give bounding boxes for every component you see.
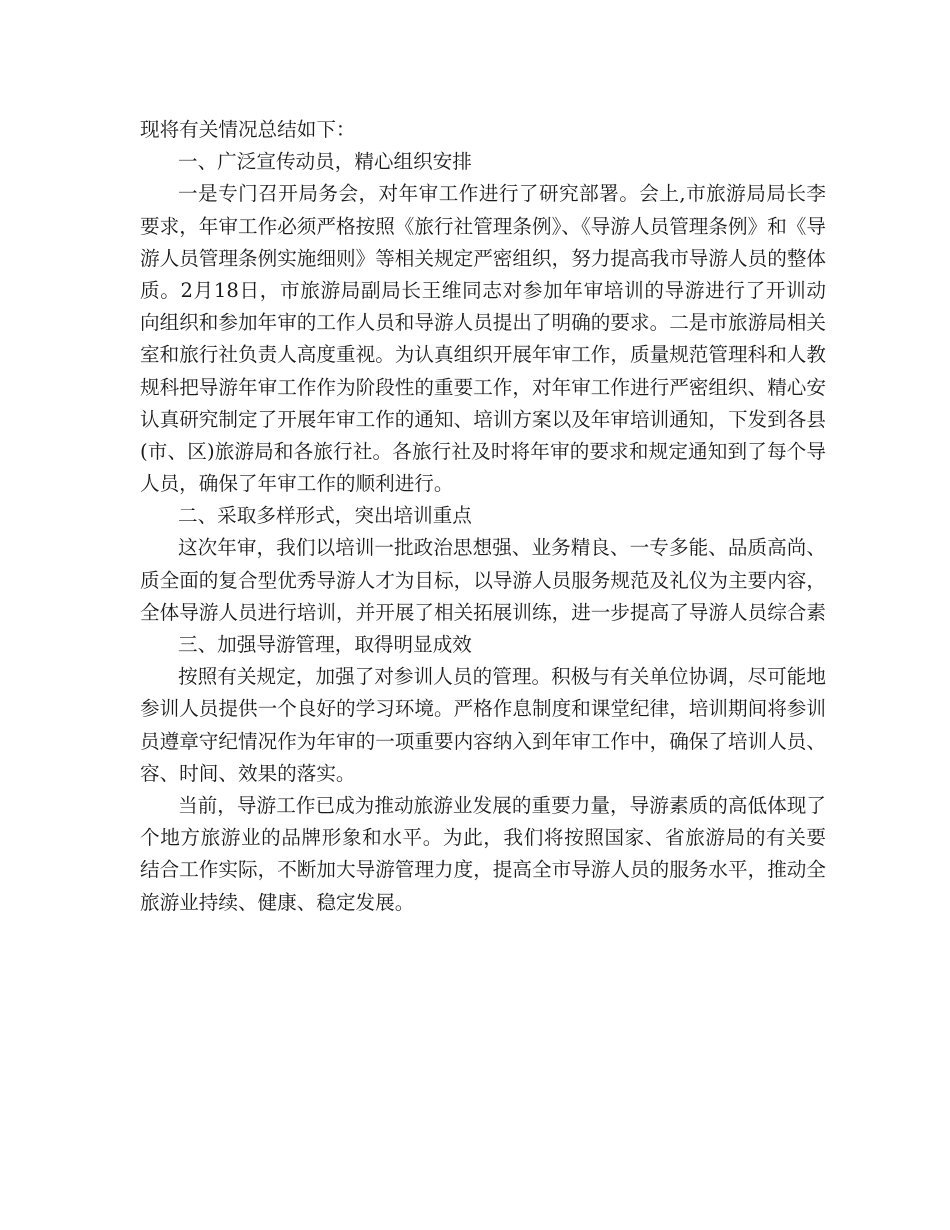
text-line: 参训人员提供一个良好的学习环境。严格作息制度和课堂纪律，培训期间将参训 xyxy=(140,697,826,721)
text-line: 一是专门召开局务会，对年审工作进行了研究部署。会上,市旅游局局长李 xyxy=(178,182,826,206)
text-line: 员遵章守纪情况作为年审的一项重要内容纳入到年审工作中，确保了培训人员、 xyxy=(140,729,826,753)
text-line: 现将有关情况总结如下： xyxy=(140,118,356,141)
text-line: 全体导游人员进行培训，并开展了相关拓展训练，进一步提高了导游人员综合素 xyxy=(140,600,826,624)
text-line: 当前，导游工作已成为推动旅游业发展的重要力量，导游素质的高低体现了 xyxy=(178,793,826,817)
text-line: 人员，确保了年审工作的顺利进行。 xyxy=(140,472,454,496)
text-line: 游人员管理条例实施细则》等相关规定严密组织，努力提高我市导游人员的整体 xyxy=(140,246,826,270)
text-line: 质全面的复合型优秀导游人才为目标，以导游人员服务规范及礼仪为主要内容， xyxy=(140,568,826,592)
text-line: (市、区)旅游局和各旅行社。各旅行社及时将年审的要求和规定通知到了每个导 xyxy=(140,439,826,463)
text-line: 容、时间、效果的落实。 xyxy=(140,761,356,785)
text-line: 要求，年审工作必须严格按照《旅行社管理条例》、《导游人员管理条例》和《导 xyxy=(140,214,826,238)
text-line: 向组织和参加年审的工作人员和导游人员提出了明确的要求。二是市旅游局相关 xyxy=(140,311,826,335)
text-line: 旅游业持续、健康、稳定发展。 xyxy=(140,890,415,914)
text-line: 认真研究制定了开展年审工作的通知、培训方案以及年审培训通知，下发到各县 xyxy=(140,407,826,431)
text-line: 三、加强导游管理，取得明显成效 xyxy=(178,633,472,656)
text-line: 二、采取多样形式，突出培训重点 xyxy=(178,504,472,528)
text-line: 结合工作实际，不断加大导游管理力度，提高全市导游人员的服务水平，推动全 xyxy=(140,858,826,882)
text-line: 按照有关规定，加强了对参训人员的管理。积极与有关单位协调，尽可能地 xyxy=(178,665,826,689)
text-line: 一、广泛宣传动员，精心组织安排 xyxy=(178,150,472,174)
text-line: 这次年审，我们以培训一批政治思想强、业务精良、一专多能、品质高尚、 xyxy=(178,536,826,560)
text-line: 规科把导游年审工作作为阶段性的重要工作，对年审工作进行严密组织、精心安 xyxy=(140,375,826,399)
text-line: 室和旅行社负责人高度重视。为认真组织开展年审工作，质量规范管理科和人教 xyxy=(140,343,826,367)
document-body xyxy=(140,114,826,919)
text-line: 个地方旅游业的品牌形象和水平。为此，我们将按照国家、省旅游局的有关要 xyxy=(140,826,826,850)
text-line: 质。2月18日，市旅游局副局长王维同志对参加年审培训的导游进行了开训动 xyxy=(140,278,826,302)
